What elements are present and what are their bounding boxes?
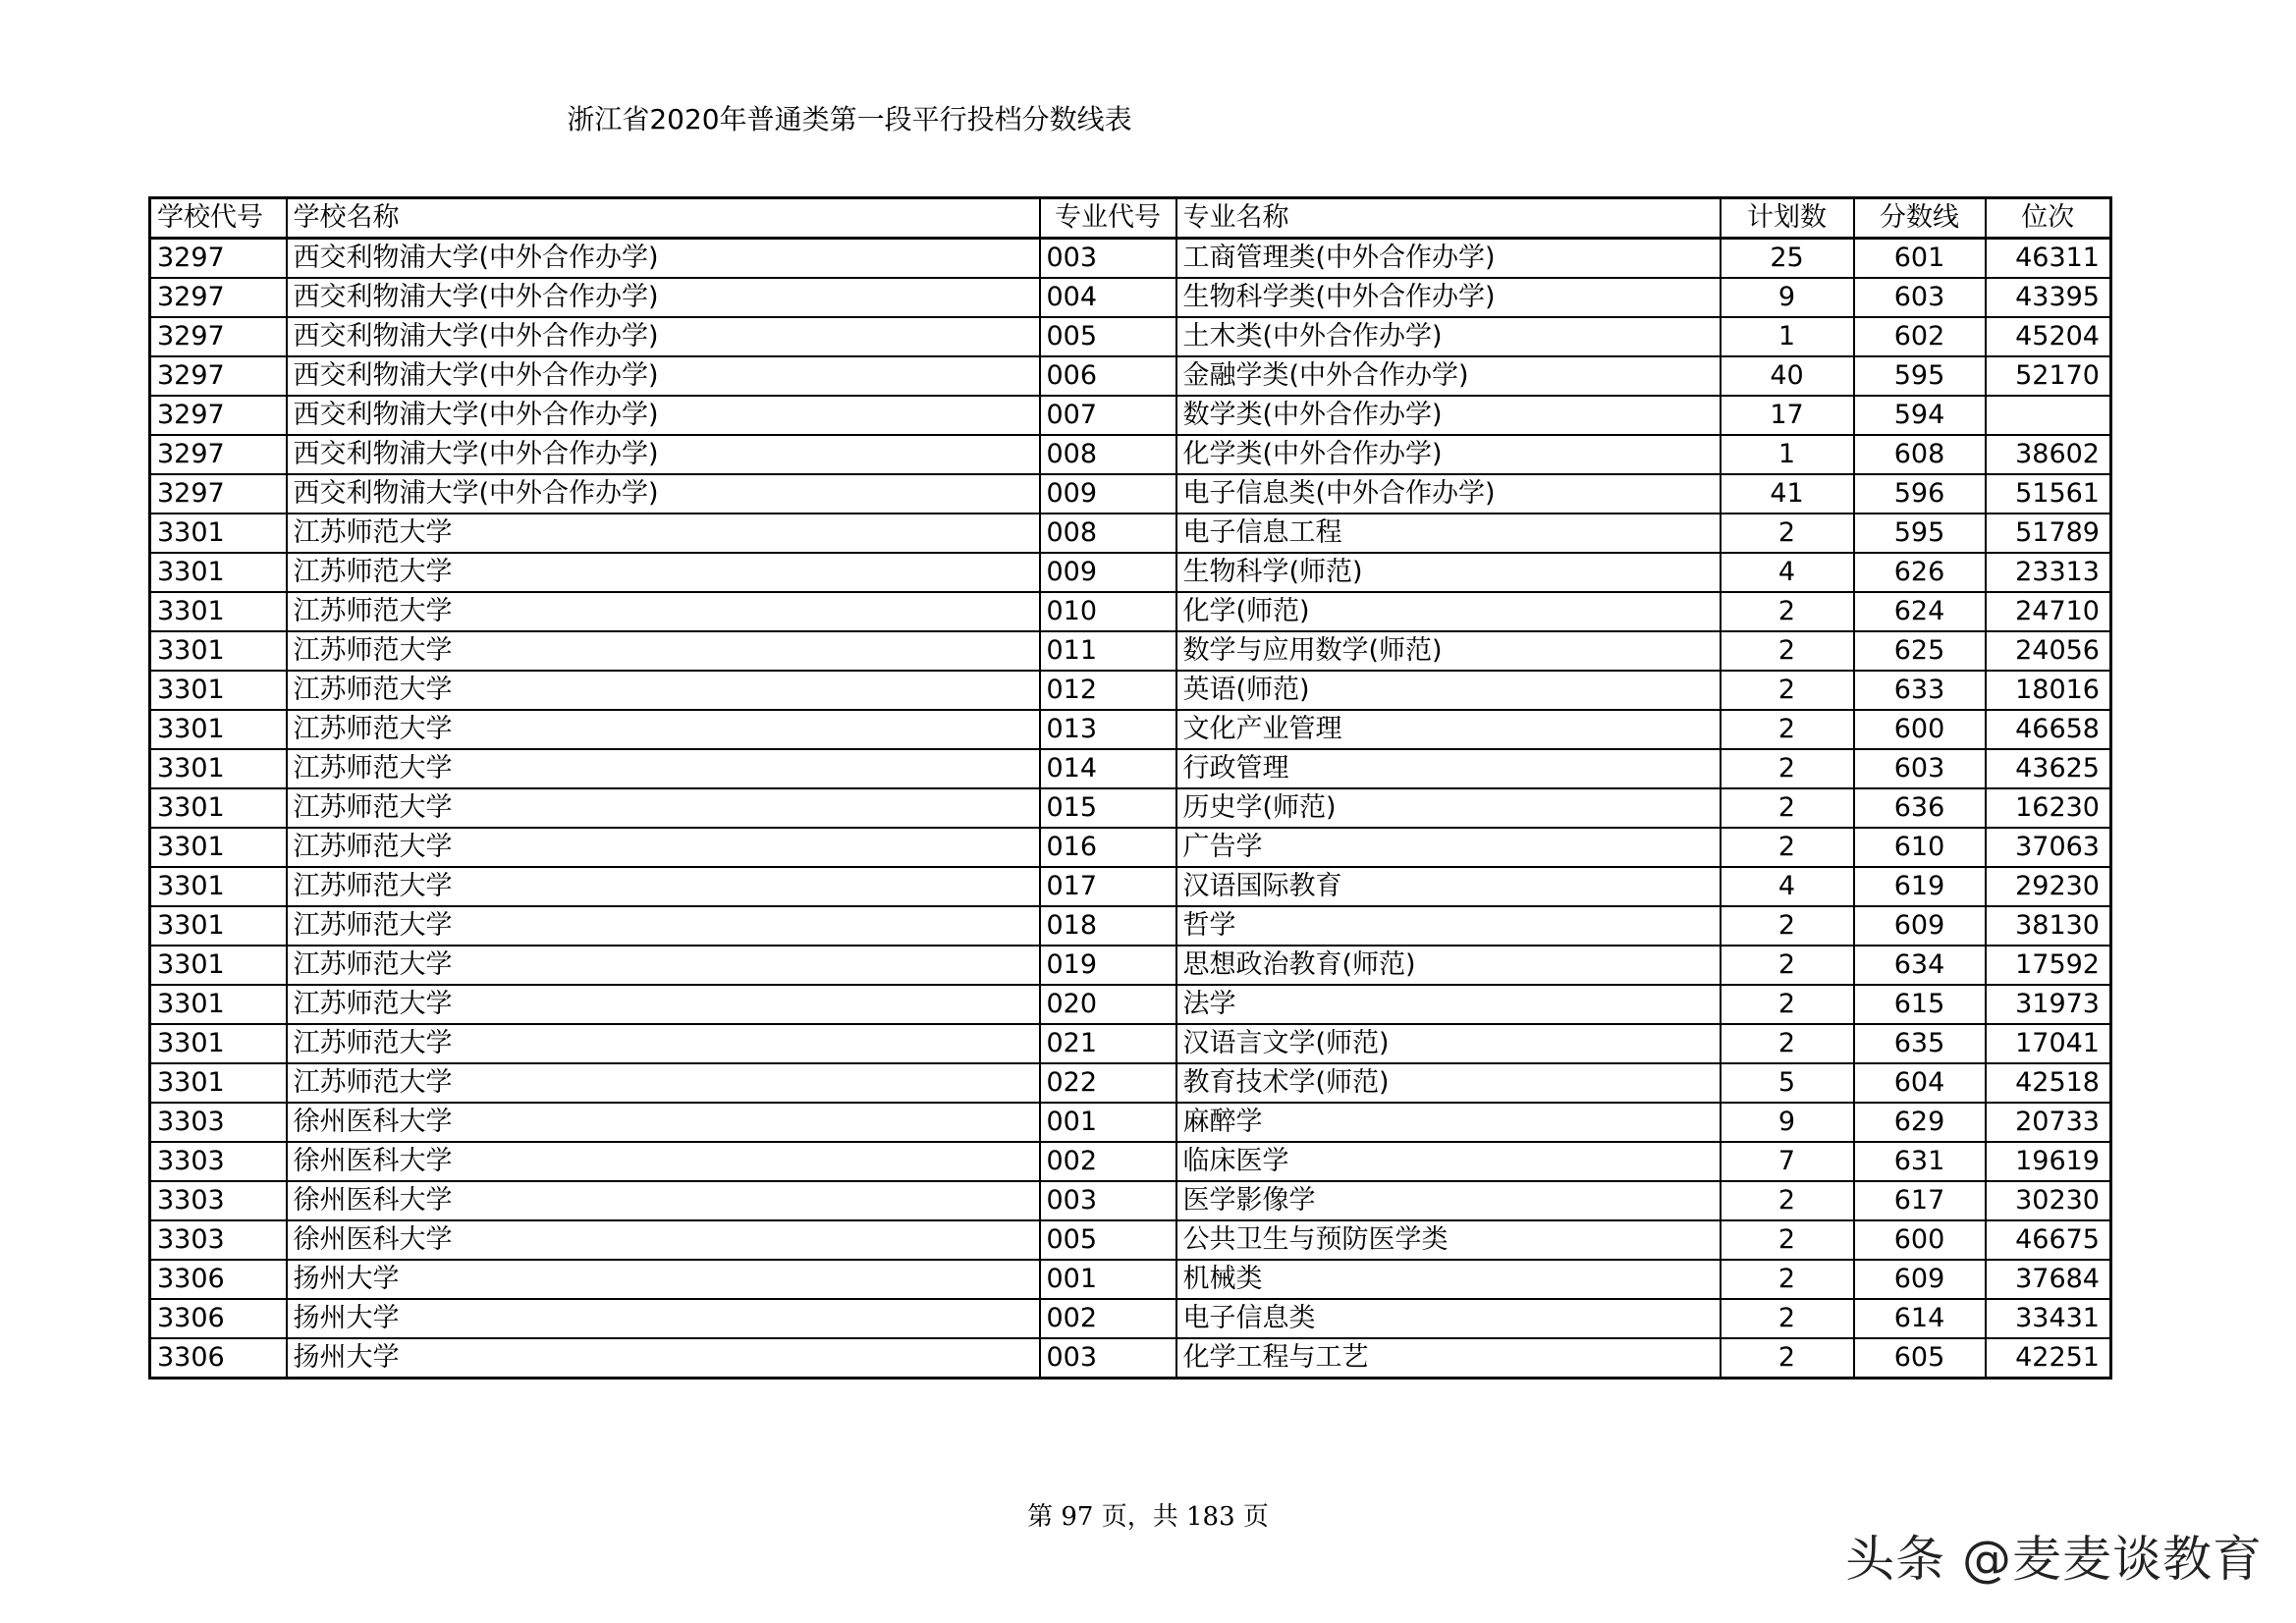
- cell-major-code: 008: [1040, 514, 1176, 553]
- cell-score-line: 601: [1854, 239, 1986, 279]
- cell-school-code: 3297: [150, 474, 287, 514]
- cell-score-line: 636: [1854, 788, 1986, 828]
- cell-school-code: 3301: [150, 1024, 287, 1063]
- cell-score-line: 596: [1854, 474, 1986, 514]
- cell-major-code: 009: [1040, 553, 1176, 592]
- cell-school-name: 西交利物浦大学(中外合作办学): [287, 435, 1040, 474]
- cell-school-name: 江苏师范大学: [287, 514, 1040, 553]
- cell-rank: 42518: [1986, 1063, 2111, 1103]
- table-row: [150, 1260, 2111, 1299]
- cell-major-name: 医学影像学: [1176, 1181, 1721, 1220]
- cell-major-code: 004: [1040, 278, 1176, 317]
- table-row: [150, 788, 2111, 828]
- cell-school-code: 3301: [150, 631, 287, 671]
- cell-school-name: 江苏师范大学: [287, 631, 1040, 671]
- cell-plan-count: 4: [1721, 553, 1854, 592]
- cell-school-name: 江苏师范大学: [287, 710, 1040, 749]
- cell-school-name: 江苏师范大学: [287, 553, 1040, 592]
- cell-major-name: 行政管理: [1176, 749, 1721, 788]
- cell-major-name: 数学类(中外合作办学): [1176, 396, 1721, 435]
- cell-score-line: 617: [1854, 1181, 1986, 1220]
- cell-rank: 20733: [1986, 1103, 2111, 1142]
- cell-major-name: 电子信息类(中外合作办学): [1176, 474, 1721, 514]
- cell-plan-count: 41: [1721, 474, 1854, 514]
- table-row: [150, 1063, 2111, 1103]
- cell-school-code: 3301: [150, 553, 287, 592]
- cell-rank: 33431: [1986, 1299, 2111, 1338]
- cell-school-name: 江苏师范大学: [287, 1063, 1040, 1103]
- cell-school-name: 徐州医科大学: [287, 1142, 1040, 1181]
- cell-school-code: 3306: [150, 1338, 287, 1379]
- cell-school-name: 徐州医科大学: [287, 1181, 1040, 1220]
- cell-score-line: 608: [1854, 435, 1986, 474]
- cell-plan-count: 4: [1721, 867, 1854, 906]
- cell-plan-count: 2: [1721, 906, 1854, 946]
- cell-plan-count: 2: [1721, 828, 1854, 867]
- cell-school-name: 西交利物浦大学(中外合作办学): [287, 474, 1040, 514]
- cell-plan-count: 17: [1721, 396, 1854, 435]
- cell-plan-count: 2: [1721, 946, 1854, 985]
- cell-school-code: 3301: [150, 828, 287, 867]
- cell-rank: 24710: [1986, 592, 2111, 631]
- cell-major-code: 002: [1040, 1142, 1176, 1181]
- cell-plan-count: 1: [1721, 317, 1854, 356]
- table-row: [150, 631, 2111, 671]
- table-row: [150, 1338, 2111, 1379]
- header-school-name: 学校名称: [287, 198, 1040, 239]
- table-row: [150, 553, 2111, 592]
- cell-score-line: 614: [1854, 1299, 1986, 1338]
- cell-major-name: 汉语国际教育: [1176, 867, 1721, 906]
- cell-plan-count: 9: [1721, 278, 1854, 317]
- cell-major-name: 哲学: [1176, 906, 1721, 946]
- cell-major-code: 017: [1040, 867, 1176, 906]
- cell-major-code: 006: [1040, 356, 1176, 396]
- cell-major-name: 思想政治教育(师范): [1176, 946, 1721, 985]
- table-row: [150, 1024, 2111, 1063]
- cell-rank: 24056: [1986, 631, 2111, 671]
- cell-rank: 42251: [1986, 1338, 2111, 1379]
- cell-major-name: 广告学: [1176, 828, 1721, 867]
- table-row: [150, 710, 2111, 749]
- cell-rank: 46675: [1986, 1220, 2111, 1260]
- table-row: [150, 1220, 2111, 1260]
- cell-school-code: 3297: [150, 356, 287, 396]
- cell-score-line: 605: [1854, 1338, 1986, 1379]
- cell-school-code: 3301: [150, 710, 287, 749]
- cell-school-name: 江苏师范大学: [287, 867, 1040, 906]
- header-major-code: 专业代号: [1040, 198, 1176, 239]
- cell-major-name: 英语(师范): [1176, 671, 1721, 710]
- cell-major-code: 001: [1040, 1260, 1176, 1299]
- header-rank: 位次: [1986, 198, 2111, 239]
- cell-school-code: 3301: [150, 867, 287, 906]
- cell-rank: 31973: [1986, 985, 2111, 1024]
- cell-rank: 17041: [1986, 1024, 2111, 1063]
- header-major-name: 专业名称: [1176, 198, 1721, 239]
- cell-rank: 46311: [1986, 239, 2111, 279]
- cell-major-code: 005: [1040, 1220, 1176, 1260]
- cell-major-code: 018: [1040, 906, 1176, 946]
- cell-school-code: 3301: [150, 749, 287, 788]
- cell-rank: 38130: [1986, 906, 2111, 946]
- cell-score-line: 629: [1854, 1103, 1986, 1142]
- cell-rank: 52170: [1986, 356, 2111, 396]
- cell-rank: 30230: [1986, 1181, 2111, 1220]
- cell-school-code: 3297: [150, 435, 287, 474]
- cell-school-name: 徐州医科大学: [287, 1103, 1040, 1142]
- cell-rank: 37684: [1986, 1260, 2111, 1299]
- cell-plan-count: 2: [1721, 671, 1854, 710]
- cell-plan-count: 2: [1721, 514, 1854, 553]
- cell-school-name: 江苏师范大学: [287, 946, 1040, 985]
- cell-school-name: 江苏师范大学: [287, 906, 1040, 946]
- header-school-code: 学校代号: [150, 198, 287, 239]
- cell-plan-count: 5: [1721, 1063, 1854, 1103]
- cell-school-code: 3301: [150, 788, 287, 828]
- table-row: [150, 1299, 2111, 1338]
- cell-major-code: 020: [1040, 985, 1176, 1024]
- cell-major-code: 001: [1040, 1103, 1176, 1142]
- cell-score-line: 603: [1854, 749, 1986, 788]
- cell-rank: 37063: [1986, 828, 2111, 867]
- cell-major-name: 工商管理类(中外合作办学): [1176, 239, 1721, 279]
- cell-plan-count: 2: [1721, 1260, 1854, 1299]
- cell-major-code: 010: [1040, 592, 1176, 631]
- header-score-line: 分数线: [1854, 198, 1986, 239]
- cell-major-name: 汉语言文学(师范): [1176, 1024, 1721, 1063]
- cell-rank: 46658: [1986, 710, 2111, 749]
- cell-school-name: 江苏师范大学: [287, 1024, 1040, 1063]
- table-row: [150, 867, 2111, 906]
- cell-major-name: 公共卫生与预防医学类: [1176, 1220, 1721, 1260]
- cell-score-line: 634: [1854, 946, 1986, 985]
- cell-major-name: 生物科学(师范): [1176, 553, 1721, 592]
- cell-rank: 45204: [1986, 317, 2111, 356]
- table-row: [150, 985, 2111, 1024]
- cell-plan-count: 7: [1721, 1142, 1854, 1181]
- table-row: [150, 356, 2111, 396]
- cell-major-name: 电子信息工程: [1176, 514, 1721, 553]
- cell-plan-count: 2: [1721, 1338, 1854, 1379]
- cell-score-line: 610: [1854, 828, 1986, 867]
- cell-school-name: 江苏师范大学: [287, 592, 1040, 631]
- cell-major-name: 历史学(师范): [1176, 788, 1721, 828]
- cell-school-code: 3306: [150, 1260, 287, 1299]
- cell-major-name: 生物科学类(中外合作办学): [1176, 278, 1721, 317]
- cell-plan-count: 2: [1721, 631, 1854, 671]
- cell-school-name: 西交利物浦大学(中外合作办学): [287, 356, 1040, 396]
- cell-school-code: 3303: [150, 1220, 287, 1260]
- cell-school-code: 3301: [150, 592, 287, 631]
- cell-major-code: 003: [1040, 1181, 1176, 1220]
- table-header-row: [150, 198, 2111, 239]
- cell-major-code: 005: [1040, 317, 1176, 356]
- cell-school-code: 3297: [150, 396, 287, 435]
- cell-major-name: 临床医学: [1176, 1142, 1721, 1181]
- cell-school-code: 3303: [150, 1103, 287, 1142]
- table-row: [150, 278, 2111, 317]
- cell-score-line: 631: [1854, 1142, 1986, 1181]
- table-row: [150, 671, 2111, 710]
- cell-major-name: 数学与应用数学(师范): [1176, 631, 1721, 671]
- cell-major-code: 012: [1040, 671, 1176, 710]
- table-row: [150, 906, 2111, 946]
- cell-plan-count: 2: [1721, 1024, 1854, 1063]
- cell-score-line: 609: [1854, 906, 1986, 946]
- cell-score-line: 626: [1854, 553, 1986, 592]
- cell-score-line: 600: [1854, 1220, 1986, 1260]
- table-row: [150, 828, 2111, 867]
- cell-score-line: 595: [1854, 356, 1986, 396]
- cell-major-code: 019: [1040, 946, 1176, 985]
- table-body: [150, 239, 2111, 1379]
- cell-major-name: 教育技术学(师范): [1176, 1063, 1721, 1103]
- cell-school-code: 3297: [150, 239, 287, 279]
- cell-school-name: 江苏师范大学: [287, 828, 1040, 867]
- page-number: 第 97 页，共 183 页: [1027, 1502, 1269, 1532]
- cell-school-name: 西交利物浦大学(中外合作办学): [287, 317, 1040, 356]
- table-row: [150, 514, 2111, 553]
- cell-school-code: 3303: [150, 1142, 287, 1181]
- cell-major-code: 022: [1040, 1063, 1176, 1103]
- table-row: [150, 474, 2111, 514]
- cell-rank: [1986, 396, 2111, 435]
- table-row: [150, 592, 2111, 631]
- cell-major-name: 麻醉学: [1176, 1103, 1721, 1142]
- cell-rank: 16230: [1986, 788, 2111, 828]
- cell-plan-count: 2: [1721, 1181, 1854, 1220]
- cell-score-line: 625: [1854, 631, 1986, 671]
- cell-score-line: 624: [1854, 592, 1986, 631]
- cell-school-name: 江苏师范大学: [287, 671, 1040, 710]
- table-row: [150, 435, 2111, 474]
- cell-school-name: 徐州医科大学: [287, 1220, 1040, 1260]
- cell-plan-count: 9: [1721, 1103, 1854, 1142]
- cell-plan-count: 2: [1721, 592, 1854, 631]
- cell-score-line: 600: [1854, 710, 1986, 749]
- cell-school-code: 3297: [150, 278, 287, 317]
- cell-rank: 19619: [1986, 1142, 2111, 1181]
- cell-major-code: 021: [1040, 1024, 1176, 1063]
- cell-rank: 43395: [1986, 278, 2111, 317]
- header-plan-count: 计划数: [1721, 198, 1854, 239]
- cell-school-code: 3301: [150, 946, 287, 985]
- document-title: 浙江省2020年普通类第一段平行投档分数线表: [567, 103, 1132, 135]
- cell-score-line: 615: [1854, 985, 1986, 1024]
- table-row: [150, 1103, 2111, 1142]
- cell-school-code: 3301: [150, 514, 287, 553]
- cell-major-name: 土木类(中外合作办学): [1176, 317, 1721, 356]
- cell-score-line: 594: [1854, 396, 1986, 435]
- cell-school-name: 江苏师范大学: [287, 985, 1040, 1024]
- table-row: [150, 1142, 2111, 1181]
- cell-major-code: 014: [1040, 749, 1176, 788]
- cell-school-code: 3301: [150, 1063, 287, 1103]
- table-row: [150, 396, 2111, 435]
- cell-score-line: 633: [1854, 671, 1986, 710]
- cell-major-code: 015: [1040, 788, 1176, 828]
- cell-major-code: 009: [1040, 474, 1176, 514]
- cell-school-code: 3301: [150, 985, 287, 1024]
- table-row: [150, 1181, 2111, 1220]
- cell-school-name: 江苏师范大学: [287, 788, 1040, 828]
- cell-rank: 43625: [1986, 749, 2111, 788]
- cell-major-name: 机械类: [1176, 1260, 1721, 1299]
- cell-major-code: 011: [1040, 631, 1176, 671]
- cell-major-name: 金融学类(中外合作办学): [1176, 356, 1721, 396]
- cell-major-code: 008: [1040, 435, 1176, 474]
- cell-major-name: 化学工程与工艺: [1176, 1338, 1721, 1379]
- cell-rank: 38602: [1986, 435, 2111, 474]
- cell-school-name: 扬州大学: [287, 1260, 1040, 1299]
- cell-major-name: 电子信息类: [1176, 1299, 1721, 1338]
- cell-school-code: 3303: [150, 1181, 287, 1220]
- cell-school-code: 3301: [150, 906, 287, 946]
- cell-school-name: 西交利物浦大学(中外合作办学): [287, 239, 1040, 279]
- cell-rank: 51789: [1986, 514, 2111, 553]
- table-row: [150, 946, 2111, 985]
- watermark-logo: 头条 @麦麦谈教育: [1845, 1531, 2263, 1588]
- cell-plan-count: 2: [1721, 710, 1854, 749]
- cell-score-line: 609: [1854, 1260, 1986, 1299]
- cell-score-line: 602: [1854, 317, 1986, 356]
- cell-score-line: 603: [1854, 278, 1986, 317]
- cell-rank: 23313: [1986, 553, 2111, 592]
- cell-school-name: 扬州大学: [287, 1338, 1040, 1379]
- cell-rank: 29230: [1986, 867, 2111, 906]
- table-row: [150, 239, 2111, 279]
- cell-school-code: 3301: [150, 671, 287, 710]
- cell-rank: 17592: [1986, 946, 2111, 985]
- cell-rank: 18016: [1986, 671, 2111, 710]
- cell-rank: 51561: [1986, 474, 2111, 514]
- cell-plan-count: 2: [1721, 749, 1854, 788]
- cell-major-code: 003: [1040, 239, 1176, 279]
- cell-score-line: 604: [1854, 1063, 1986, 1103]
- score-table: [148, 196, 2112, 1380]
- cell-plan-count: 1: [1721, 435, 1854, 474]
- cell-plan-count: 2: [1721, 1220, 1854, 1260]
- cell-major-code: 013: [1040, 710, 1176, 749]
- cell-major-code: 016: [1040, 828, 1176, 867]
- cell-school-name: 西交利物浦大学(中外合作办学): [287, 396, 1040, 435]
- cell-major-name: 法学: [1176, 985, 1721, 1024]
- cell-school-code: 3306: [150, 1299, 287, 1338]
- cell-plan-count: 2: [1721, 985, 1854, 1024]
- cell-major-code: 003: [1040, 1338, 1176, 1379]
- cell-major-code: 002: [1040, 1299, 1176, 1338]
- cell-school-name: 江苏师范大学: [287, 749, 1040, 788]
- cell-school-name: 扬州大学: [287, 1299, 1040, 1338]
- cell-score-line: 635: [1854, 1024, 1986, 1063]
- cell-plan-count: 2: [1721, 788, 1854, 828]
- cell-plan-count: 2: [1721, 1299, 1854, 1338]
- cell-school-code: 3297: [150, 317, 287, 356]
- cell-plan-count: 25: [1721, 239, 1854, 279]
- cell-major-code: 007: [1040, 396, 1176, 435]
- cell-major-name: 文化产业管理: [1176, 710, 1721, 749]
- cell-school-name: 西交利物浦大学(中外合作办学): [287, 278, 1040, 317]
- cell-score-line: 595: [1854, 514, 1986, 553]
- cell-score-line: 619: [1854, 867, 1986, 906]
- table-row: [150, 749, 2111, 788]
- cell-major-name: 化学(师范): [1176, 592, 1721, 631]
- cell-major-name: 化学类(中外合作办学): [1176, 435, 1721, 474]
- table-row: [150, 317, 2111, 356]
- cell-plan-count: 40: [1721, 356, 1854, 396]
